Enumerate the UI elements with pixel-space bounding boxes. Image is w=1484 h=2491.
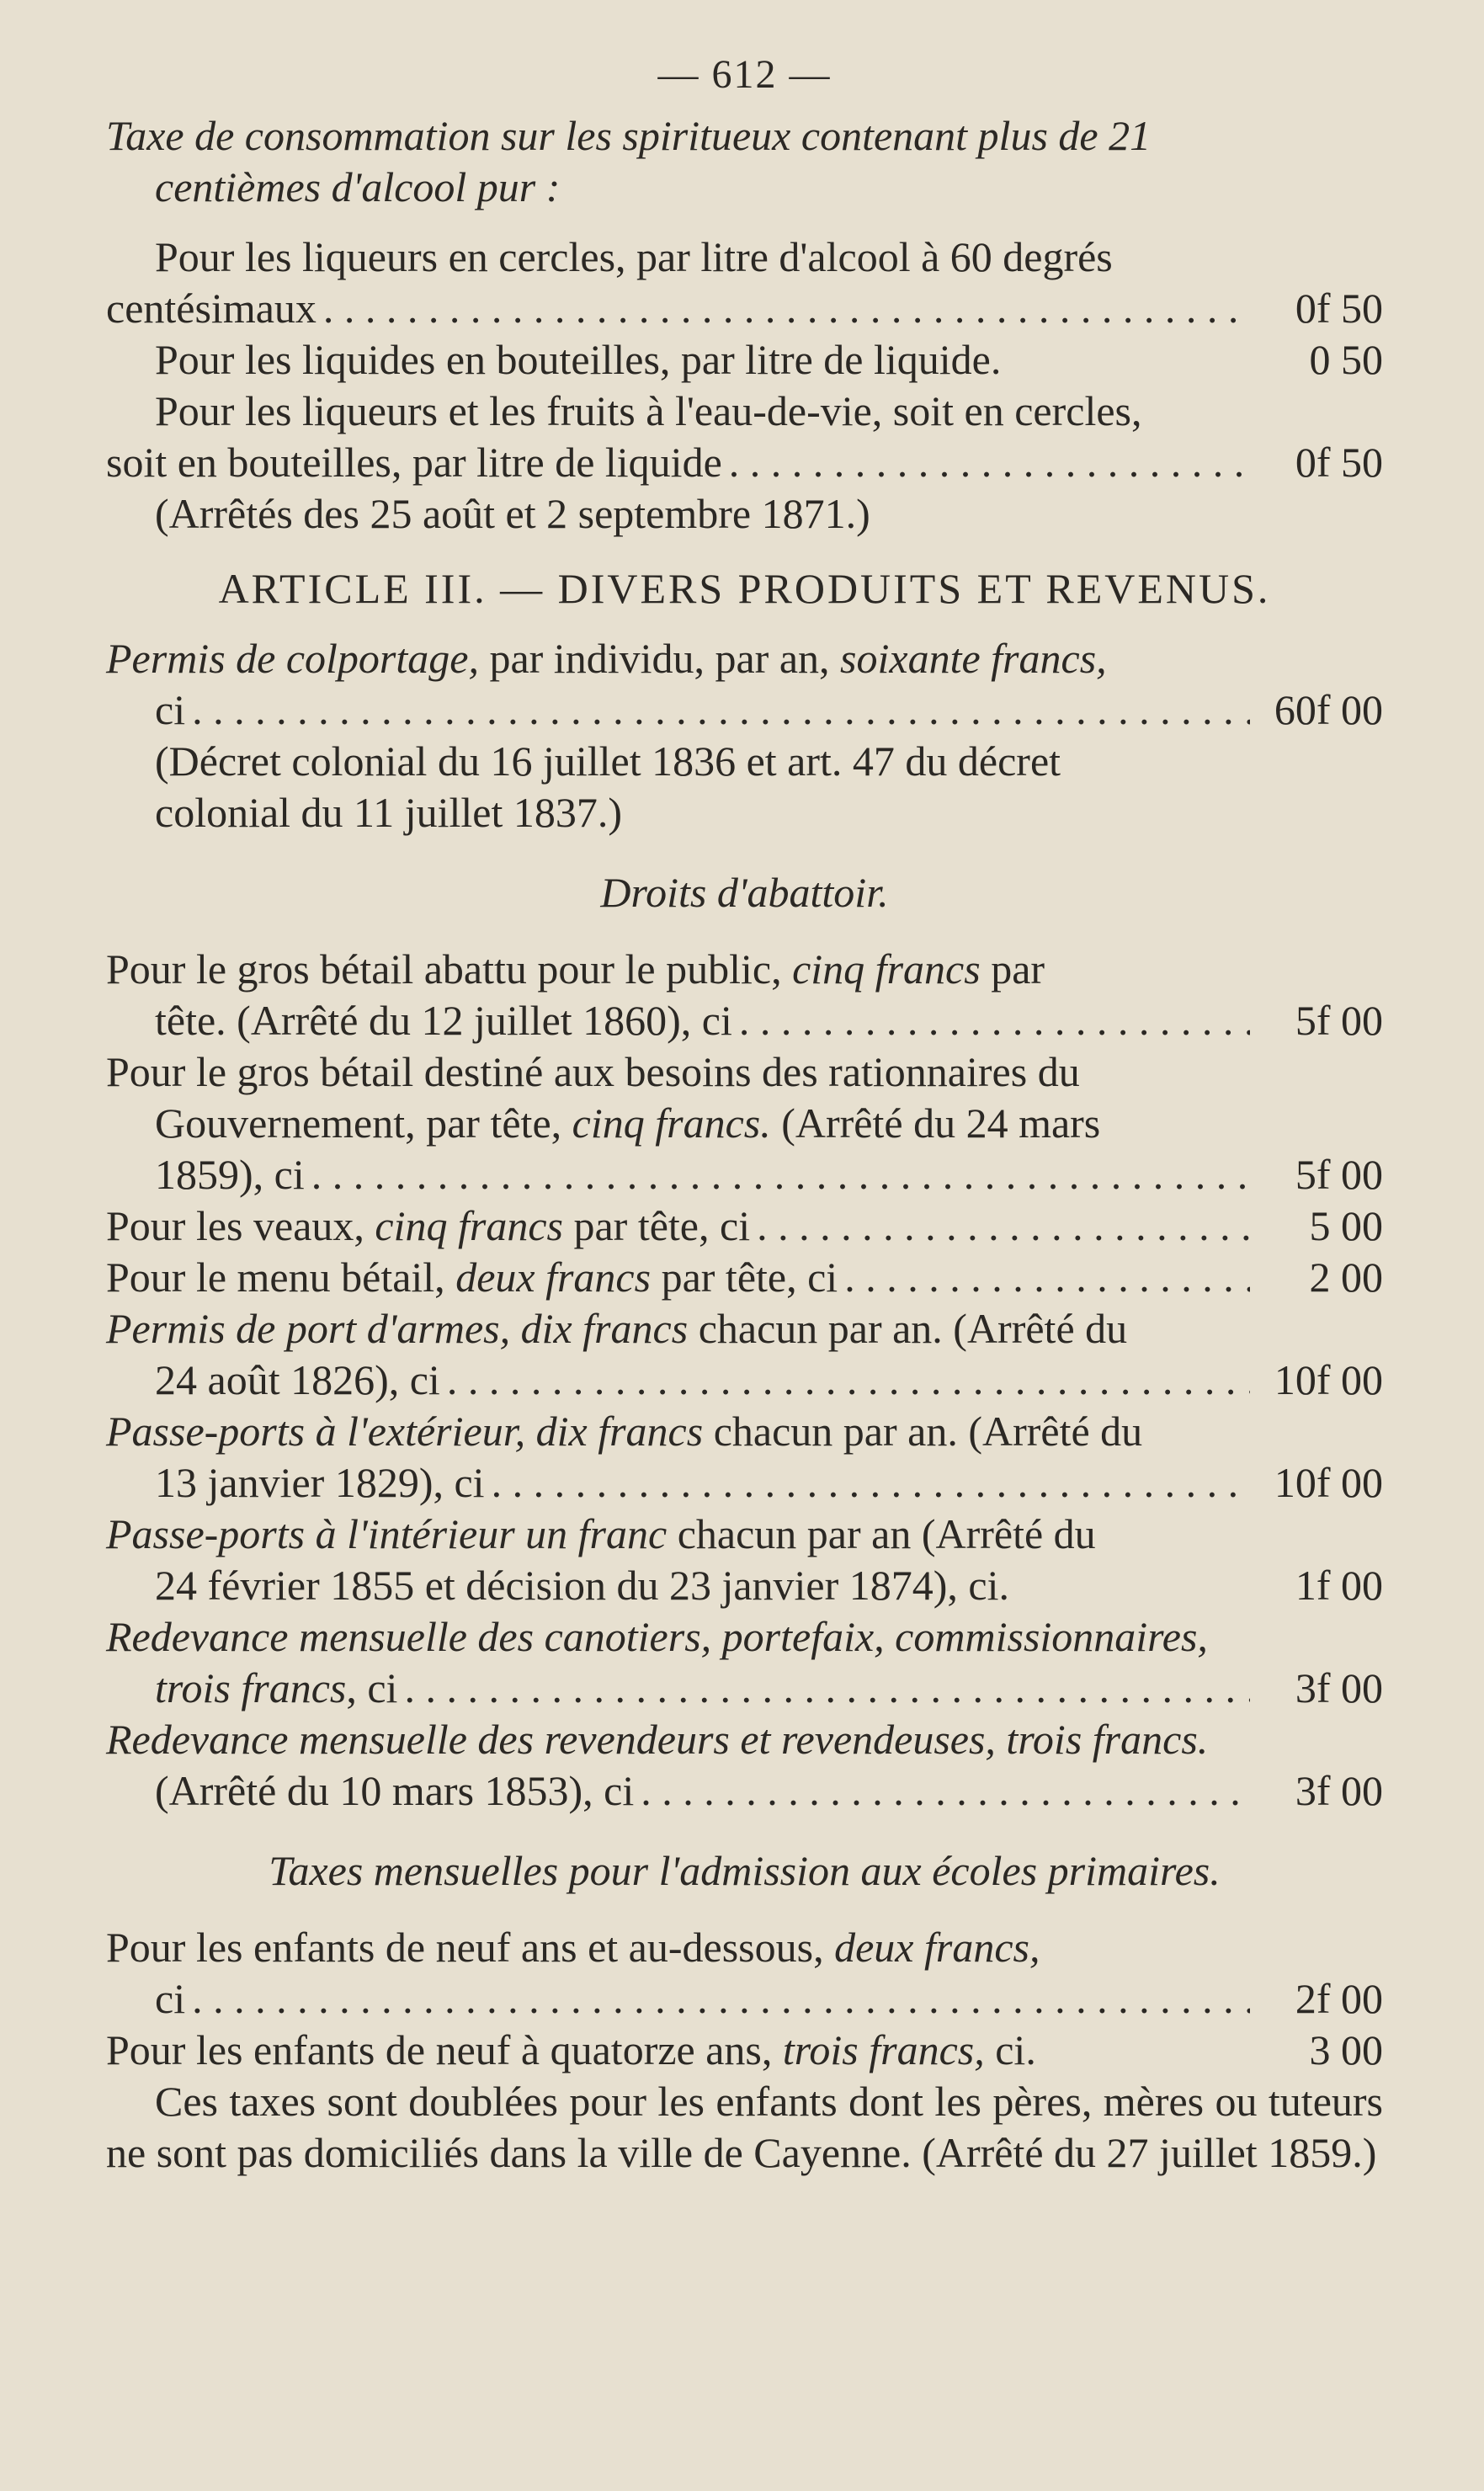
ecoles-item2-amount: 3 00 (1309, 2026, 1383, 2073)
taxe-title-line2: centièmes d'alcool pur : (155, 163, 561, 210)
abattoir-section (106, 944, 1383, 1303)
passeports-int-row (155, 1560, 1383, 1611)
leader-dots (641, 1765, 1250, 1817)
permis-colportage-amount: 60f 00 (1274, 686, 1383, 733)
abattoir-item4-leader-row (106, 1252, 1383, 1303)
abattoir-item2-amount: 5f 00 (1295, 1151, 1383, 1198)
article-heading: ARTICLE III. — DIVERS PRODUITS ET REVENUS. (218, 565, 1271, 612)
abattoir-item1-line2: tête. (Arrêté du 12 juillet 1860), ci (155, 997, 732, 1044)
page-number: — 612 — (657, 52, 832, 97)
passeports-int-label: Passe-ports à l'intérieur un franc (106, 1510, 668, 1557)
leader-dots (844, 1252, 1250, 1303)
passeports-ext-line2: 13 janvier 1829), ci (155, 1459, 485, 1506)
taxe-note: (Arrêtés des 25 août et 2 septembre 1871.) (155, 490, 870, 537)
passeports-ext-label: Passe-ports à l'extérieur, dix francs (106, 1408, 704, 1455)
abattoir-item3-c: par tête, ci (562, 1202, 751, 1249)
abattoir-item2-line3: 1859), ci (155, 1151, 305, 1198)
passeports-int-line1 (106, 1509, 1383, 1560)
taxe-item2-text: Pour les liquides en bouteilles, par litre de liquide. (155, 336, 1002, 383)
abattoir-item4-a: Pour le menu bétail, (106, 1253, 456, 1301)
leader-dots (757, 1200, 1250, 1252)
taxe-item2-amount: 0 50 (1309, 336, 1383, 383)
abattoir-item3-words: cinq francs (375, 1202, 563, 1249)
permis-armes-line2: 24 août 1826), ci (155, 1356, 440, 1403)
article-section (106, 633, 1383, 838)
leader-dots (729, 437, 1250, 488)
ecoles-item1-amount: 2f 00 (1295, 1975, 1383, 2022)
taxe-item1-line2: centésimaux (106, 285, 316, 332)
taxe-item3-leader-row (106, 437, 1383, 488)
permis-armes-label: Permis de port d'armes, dix francs (106, 1305, 689, 1352)
canotiers-amount: 3f 00 (1295, 1664, 1383, 1711)
revendeurs-amount: 3f 00 (1295, 1767, 1383, 1814)
abattoir-title: Droits d'abattoir. (600, 869, 889, 916)
ecoles-note: Ces taxes sont doublées pour les enfants dont les pères, mères ou tuteurs ne sont pas domiciliés dans la ville de Cayenne. (Arrêté du 27 juillet 1859.) (106, 2078, 1383, 2176)
passeports-ext-amount: 10f 00 (1274, 1459, 1383, 1506)
taxe-title-line1: Taxe de consommation sur les spiritueux contenant plus de 21 (106, 112, 1152, 159)
abattoir-item3-a: Pour les veaux, (106, 1202, 375, 1249)
ecoles-item1-ci: ci (155, 1975, 186, 2022)
ecoles-item2-ci: ci. (984, 2026, 1036, 2073)
passeports-int-amount: 1f 00 (1295, 1562, 1383, 1609)
permis-armes-text: chacun par an. (Arrêté du (688, 1305, 1128, 1352)
ecoles-item2-text (106, 2025, 1036, 2076)
taxe-consommation-section (106, 110, 1383, 540)
abattoir-item3-text (106, 1200, 750, 1252)
permis-colportage-line1 (106, 633, 1383, 684)
abattoir-item1-text: Pour le gros bétail abattu pour le public, (106, 945, 793, 993)
permis-armes-amount: 10f 00 (1274, 1356, 1383, 1403)
abattoir-item1-amount: 5f 00 (1295, 997, 1383, 1044)
permis-colportage-text: par individu, par an, (478, 635, 841, 682)
permis-colportage-ci: ci (155, 686, 186, 733)
leader-dots (404, 1663, 1250, 1714)
canotiers-words: trois francs (155, 1664, 347, 1711)
passeports-ext-text: chacun par an. (Arrêté du (703, 1408, 1143, 1455)
abattoir-item2-words: cinq francs. (572, 1099, 771, 1147)
abattoir-item1-words: cinq francs (792, 945, 981, 993)
permis-colportage-amount-words: soixante francs, (840, 635, 1107, 682)
taxe-item3-line2: soit en bouteilles, par litre de liquide (106, 439, 722, 486)
abattoir-item2-leader-row (155, 1149, 1383, 1200)
abattoir-item4-words: deux francs (455, 1253, 652, 1301)
abattoir-item4-c: par tête, ci (651, 1253, 838, 1301)
abattoir-item3-amount: 5 00 (1309, 1202, 1383, 1249)
permis-armes-leader-row (155, 1355, 1383, 1406)
passeports-ext-leader-row (155, 1457, 1383, 1509)
leader-dots (192, 1973, 1250, 2025)
abattoir-item2-line2 (155, 1098, 1383, 1149)
passeports-int-text: chacun par an (Arrêté du (667, 1510, 1096, 1557)
revendeurs-leader-row (155, 1765, 1383, 1817)
taxe-item1-leader-row (106, 283, 1383, 334)
ecoles-section (106, 1922, 1383, 2179)
ecoles-item2-a: Pour les enfants de neuf à quatorze ans, (106, 2026, 783, 2073)
permis-section (106, 1303, 1383, 1817)
abattoir-item4-text (106, 1252, 838, 1303)
canotiers-line1: Redevance mensuelle des canotiers, portefaix, commissionnaires, (106, 1613, 1208, 1660)
leader-dots (323, 283, 1250, 334)
leader-dots (739, 995, 1250, 1046)
revendeurs-line2: (Arrêté du 10 mars 1853), ci (155, 1767, 635, 1814)
abattoir-item1-leader-row (155, 995, 1383, 1046)
taxe-item3-amount: 0f 50 (1295, 439, 1383, 486)
ecoles-item1-line1 (106, 1922, 1383, 1973)
ecoles-item1-words: deux francs, (834, 1924, 1040, 1971)
permis-armes-line1 (106, 1303, 1383, 1355)
abattoir-item3-leader-row (106, 1200, 1383, 1252)
taxe-item3-line1: Pour les liqueurs et les fruits à l'eau-de-vie, soit en cercles, (155, 387, 1142, 434)
abattoir-item2-ref: (Arrêté du 24 mars (770, 1099, 1101, 1147)
ecoles-item1-leader-row (155, 1973, 1383, 2025)
ecoles-item2-row (106, 2025, 1383, 2076)
taxe-item1-line1: Pour les liqueurs en cercles, par litre d'alcool à 60 degrés (155, 233, 1113, 280)
abattoir-item1-par: par (980, 945, 1045, 993)
permis-colportage-leader-row (155, 684, 1383, 736)
abattoir-item2-text: Gouvernement, par tête, (155, 1099, 572, 1147)
abattoir-item4-amount: 2 00 (1309, 1253, 1383, 1301)
ecoles-title: Taxes mensuelles pour l'admission aux écoles primaires. (269, 1847, 1221, 1894)
taxe-item2-row (106, 334, 1383, 386)
leader-dots (492, 1457, 1250, 1509)
canotiers-line2 (155, 1663, 397, 1714)
canotiers-ci: , ci (346, 1664, 398, 1711)
revendeurs-line1: Redevance mensuelle des revendeurs et revendeuses, trois francs. (106, 1716, 1209, 1763)
permis-colportage-label: Permis de colportage, (106, 635, 479, 682)
decret-line2: colonial du 11 juillet 1837.) (155, 789, 623, 836)
passeports-ext-line1 (106, 1406, 1383, 1457)
abattoir-item1-line1 (106, 944, 1383, 995)
leader-dots (192, 684, 1250, 736)
abattoir-item2-line1: Pour le gros bétail destiné aux besoins des rationnaires du (106, 1048, 1080, 1095)
taxe-item1-amount: 0f 50 (1295, 285, 1383, 332)
leader-dots (447, 1355, 1250, 1406)
leader-dots (311, 1149, 1250, 1200)
canotiers-leader-row (155, 1663, 1383, 1714)
ecoles-item1-text: Pour les enfants de neuf ans et au-dessous, (106, 1924, 835, 1971)
decret-line1: (Décret colonial du 16 juillet 1836 et art. 47 du décret (155, 737, 1061, 785)
passeports-int-line2: 24 février 1855 et décision du 23 janvier 1874), ci. (155, 1562, 1009, 1609)
ecoles-item2-words: trois francs, (782, 2026, 985, 2073)
